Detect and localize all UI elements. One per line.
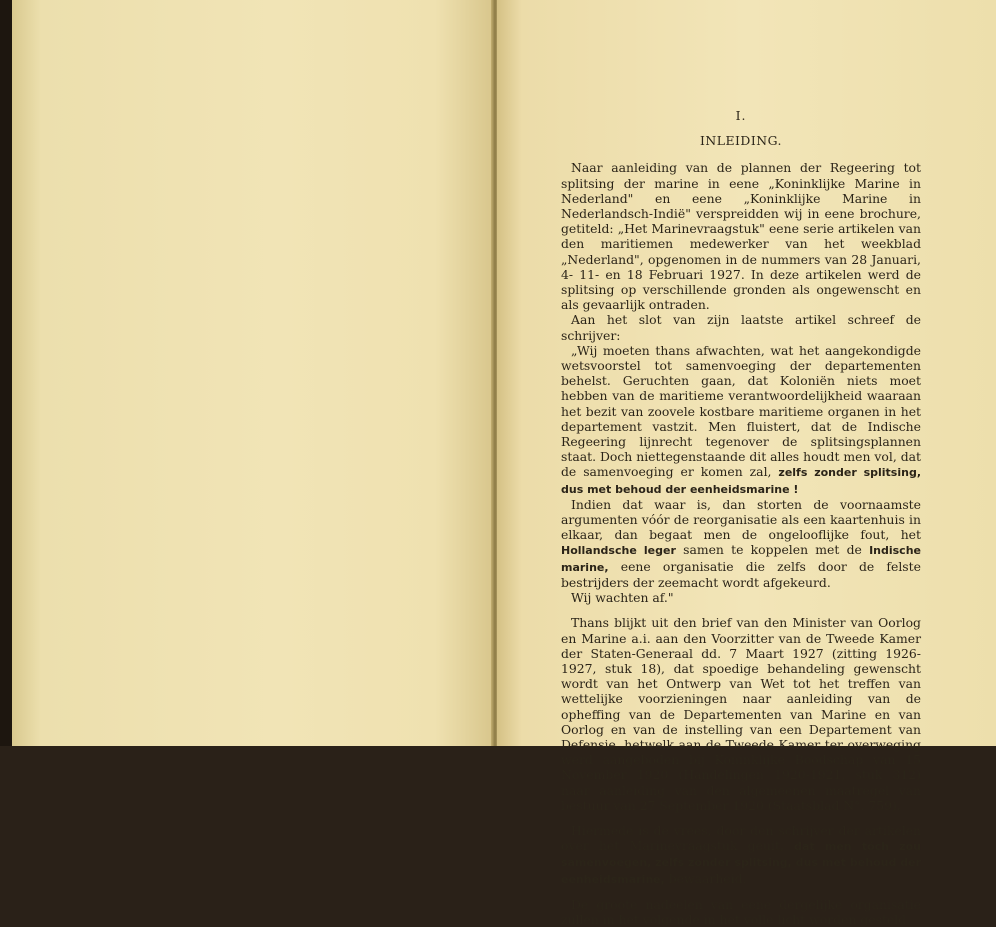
bold-hollandsche-leger: Hollandsche leger — [561, 544, 676, 558]
paragraph-7-text: Hiermede is de vrees, door den schrijver der artikelen over het Marinevraagstuk geuit, — [561, 822, 921, 854]
scan-edge — [0, 0, 12, 746]
paragraph-4-text: Indien dat waar is, dan storten de voornaamste argumenten vóór de reorganisatie als een kaartenhuis in elkaar, dan begaat men de ongelooflijke fout, het — [561, 496, 921, 543]
chapter-heading: INLEIDING. — [700, 133, 782, 149]
bold-indische-marine: Indische marine, — [561, 544, 921, 574]
paragraph-4-text-2: samen te koppelen met de — [683, 542, 862, 558]
paragraph-3-bold: zelfs zonder splitsing, dus met behoud der eenheidsmarine ! — [561, 466, 921, 496]
paragraph-1: Naar aanleiding van de plannen der Regeering tot splitsing der marine in eene „Koninklijke Marine in Nederland" en eene „Koninklijke Marine in Nederlandsch-Indië" verspreidden wij in eene brochure, getiteld: „Het Marinevraagstuk" eene serie artikelen van den maritiemen medewerker van het weekblad „Nederland", opgenomen in de nummers van 28 Januari, 4- 11- en 18 Februari 1927. In deze artikelen werd de splitsing op verschillende gronden als ongewenscht en als gevaarlijk ontraden. — [561, 160, 921, 313]
paragraph-5: Wij wachten af." — [571, 590, 674, 606]
paragraph-3-text: „Wij moeten thans afwachten, wat het aangekondigde wetsvoorstel tot samenvoeging der departementen behelst. Geruchten gaan, dat Koloniën niets moet hebben van de maritieme verantwoordelijkheid waaraan het bezit van zoovele kostbare maritieme organen in het departement vastzit. Men fluistert, dat de Indische Regeering lijnrecht tegenover de splitsingsplannen staat. Doch niettegenstaande dit alles houdt men vol, dat de samenvoeging er komen zal, — [561, 342, 921, 480]
paragraph-7-text-2: bewaarheid. — [668, 870, 747, 886]
paragraph-6: Thans blijkt uit den brief van den Minister van Oorlog en Marine a.i. aan den Voorzitter van de Tweede Kamer der Staten-Generaal dd. 7 Maart 1927 (zitting 1926-1927, stuk 18), dat spoedige behandeling gewenscht wordt van het Ontwerp van Wet tot het treffen van wettelijke voorzieningen naar aanleiding van de opheffing van de Departementen van Marine en van Oorlog en van de instelling van een Departement van Defensie, hetwelk aan de Tweede Kamer ter overweging werd aangeboden bij Koninklijke Boodschap van 15 November 1920 (Handelingen 1920-1921, stuk 312) naar aanleiding van den algemeenen maatregel van bestuur van 27 September 1920 (Staatsblad N°. 759). — [561, 615, 921, 813]
paragraph-4 — [561, 497, 921, 590]
paragraph-2: Aan het slot van zijn laatste artikel schreef de schrijver: — [561, 312, 921, 343]
paragraph-7 — [561, 823, 921, 887]
page-text — [561, 108, 921, 927]
paragraph-8: De groote nadeelen van eene dergelijke organisatie zullen in het volgende in het volle licht worden gesteld. — [561, 896, 921, 927]
left-page-blank — [12, 0, 493, 746]
paragraph-3 — [561, 343, 921, 497]
paragraph-7-bold: dat men tóch zou samenvoegen, zelfs zonder splitsing, dus met behoud der eenheidsmarine, — [561, 840, 921, 886]
chapter-number: I. — [735, 108, 747, 123]
paragraph-4-text-3: eene organisatie die zelfs door de felste bestrijders der zeemacht wordt afgekeurd. — [561, 558, 921, 590]
